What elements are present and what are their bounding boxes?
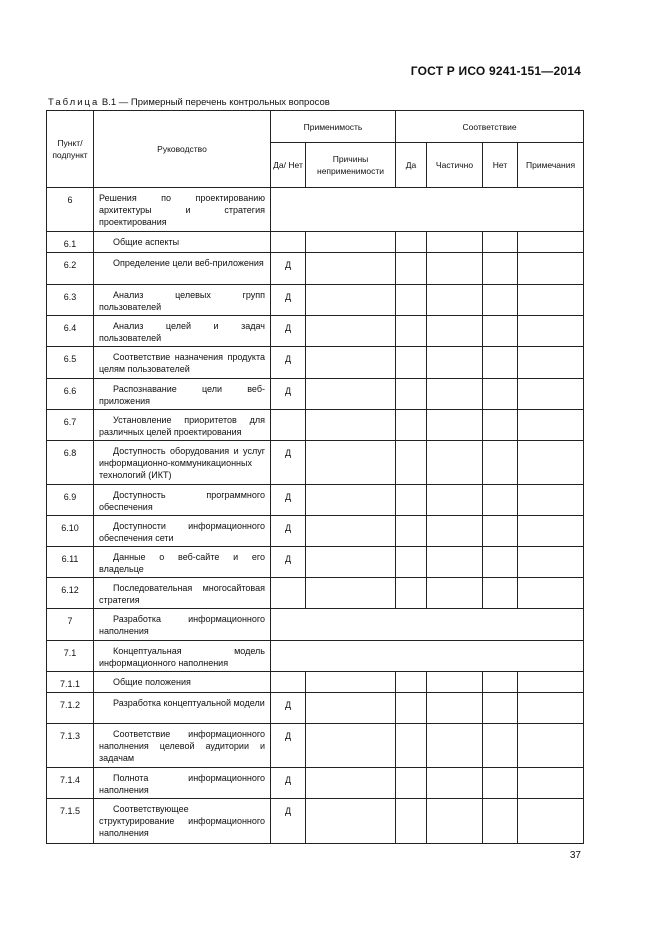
row-notes <box>518 578 584 609</box>
row-partial <box>427 485 483 516</box>
row-no <box>483 693 518 724</box>
row-guidance-text: Доступность программного обеспечения <box>99 490 265 512</box>
row-yes <box>396 316 427 347</box>
header-partial: Частично <box>427 143 483 188</box>
row-guidance-text: Полнота информационного наполнения <box>99 773 265 795</box>
row-no <box>483 410 518 441</box>
row-yes-no: Д <box>271 693 306 724</box>
row-yes-no: Д <box>271 724 306 768</box>
row-reasons <box>306 232 396 253</box>
row-guidance-text: Общие аспекты <box>113 237 180 247</box>
row-guidance-text: Последовательная многосайтовая стратегия <box>99 583 265 605</box>
row-reasons <box>306 441 396 485</box>
row-no <box>483 672 518 693</box>
row-number: 6.6 <box>47 379 94 410</box>
header-item-number: Пункт/ подпункт <box>47 111 94 188</box>
row-notes <box>518 253 584 285</box>
row-yes-no <box>271 672 306 693</box>
row-guidance-text: Установление приоритетов для различных целей проектирования <box>99 415 265 437</box>
table-row <box>47 693 584 724</box>
row-guidance-text: Решения по проектированию архитектуры и стратегия проектирования <box>99 193 265 227</box>
row-yes-no: Д <box>271 285 306 316</box>
header-no: Нет <box>483 143 518 188</box>
row-partial <box>427 516 483 547</box>
row-number: 7.1.1 <box>47 672 94 693</box>
row-guidance-text: Соответствующее структурирование информационного наполнения <box>99 804 265 838</box>
table-row <box>47 768 584 799</box>
row-guidance <box>94 609 271 641</box>
table-caption-text: В.1 — Примерный перечень контрольных вопросов <box>99 97 330 108</box>
row-yes <box>396 347 427 379</box>
checklist-table <box>46 110 584 844</box>
row-partial <box>427 441 483 485</box>
row-no <box>483 516 518 547</box>
row-notes <box>518 672 584 693</box>
row-guidance <box>94 253 271 285</box>
row-partial <box>427 578 483 609</box>
row-reasons <box>306 578 396 609</box>
row-notes <box>518 232 584 253</box>
row-guidance-text: Анализ целевых групп пользователей <box>99 290 265 312</box>
row-reasons <box>306 516 396 547</box>
row-guidance-text: Распознавание цели веб-приложения <box>99 384 265 406</box>
row-no <box>483 285 518 316</box>
row-guidance <box>94 285 271 316</box>
row-guidance <box>94 347 271 379</box>
row-reasons <box>306 253 396 285</box>
row-partial <box>427 316 483 347</box>
table-row <box>47 232 584 253</box>
row-reasons <box>306 316 396 347</box>
row-yes-no: Д <box>271 316 306 347</box>
table-row <box>47 316 584 347</box>
row-no <box>483 799 518 844</box>
row-number: 6.5 <box>47 347 94 379</box>
row-partial <box>427 347 483 379</box>
row-partial <box>427 724 483 768</box>
row-no <box>483 768 518 799</box>
row-number: 7.1.2 <box>47 693 94 724</box>
row-yes-no: Д <box>271 485 306 516</box>
row-no <box>483 253 518 285</box>
row-yes-no: Д <box>271 253 306 285</box>
table-row <box>47 441 584 485</box>
row-number: 6.2 <box>47 253 94 285</box>
row-no <box>483 379 518 410</box>
row-notes <box>518 379 584 410</box>
row-reasons <box>306 285 396 316</box>
row-guidance-text: Определение цели веб-приложения <box>113 258 264 268</box>
row-yes-no: Д <box>271 441 306 485</box>
row-partial <box>427 379 483 410</box>
row-notes <box>518 285 584 316</box>
row-yes <box>396 516 427 547</box>
row-guidance-text: Разработка концептуальной модели <box>113 698 265 708</box>
row-yes <box>396 441 427 485</box>
row-notes <box>518 516 584 547</box>
row-partial <box>427 693 483 724</box>
row-reasons <box>306 547 396 578</box>
header-applicability: Применимость <box>271 111 396 143</box>
table-row <box>47 578 584 609</box>
row-notes <box>518 768 584 799</box>
row-notes <box>518 347 584 379</box>
row-number: 6.11 <box>47 547 94 578</box>
row-reasons <box>306 347 396 379</box>
header-yes-no: Да/ Нет <box>271 143 306 188</box>
document-id: ГОСТ Р ИСО 9241-151—2014 <box>410 64 581 78</box>
row-no <box>483 547 518 578</box>
row-number: 6.1 <box>47 232 94 253</box>
table-row <box>47 485 584 516</box>
row-number: 6.7 <box>47 410 94 441</box>
row-number: 6.9 <box>47 485 94 516</box>
row-no <box>483 724 518 768</box>
row-partial <box>427 547 483 578</box>
row-guidance <box>94 693 271 724</box>
row-yes-no: Д <box>271 379 306 410</box>
header-conformance: Соответствие <box>396 111 584 143</box>
row-reasons <box>306 410 396 441</box>
header-guidance: Руководство <box>94 111 271 188</box>
table-row <box>47 724 584 768</box>
row-partial <box>427 768 483 799</box>
row-merged-cell <box>271 641 584 672</box>
table-caption-prefix: Таблица <box>48 97 100 108</box>
row-notes <box>518 799 584 844</box>
row-yes <box>396 799 427 844</box>
row-partial <box>427 672 483 693</box>
row-guidance <box>94 578 271 609</box>
table-row <box>47 516 584 547</box>
row-reasons <box>306 768 396 799</box>
row-no <box>483 485 518 516</box>
row-guidance <box>94 641 271 672</box>
row-no <box>483 232 518 253</box>
table-row <box>47 672 584 693</box>
row-number: 7.1.4 <box>47 768 94 799</box>
row-yes-no: Д <box>271 547 306 578</box>
header-reasons: Причины неприменимости <box>306 143 396 188</box>
row-yes <box>396 285 427 316</box>
row-yes <box>396 379 427 410</box>
row-guidance <box>94 485 271 516</box>
row-no <box>483 316 518 347</box>
row-notes <box>518 441 584 485</box>
row-reasons <box>306 485 396 516</box>
row-yes <box>396 578 427 609</box>
row-notes <box>518 485 584 516</box>
row-reasons <box>306 724 396 768</box>
row-yes-no <box>271 410 306 441</box>
row-notes <box>518 316 584 347</box>
row-partial <box>427 253 483 285</box>
row-yes <box>396 232 427 253</box>
row-yes <box>396 724 427 768</box>
row-guidance <box>94 232 271 253</box>
row-guidance <box>94 724 271 768</box>
row-number: 6.10 <box>47 516 94 547</box>
table-row <box>47 379 584 410</box>
row-yes <box>396 768 427 799</box>
row-yes-no: Д <box>271 516 306 547</box>
row-partial <box>427 285 483 316</box>
row-notes <box>518 693 584 724</box>
row-partial <box>427 410 483 441</box>
row-yes <box>396 672 427 693</box>
row-guidance <box>94 441 271 485</box>
row-number: 6 <box>47 188 94 232</box>
row-guidance-text: Данные о веб-сайте и его владельце <box>99 552 265 574</box>
table-row <box>47 410 584 441</box>
row-yes <box>396 410 427 441</box>
row-yes <box>396 547 427 578</box>
table-row <box>47 547 584 578</box>
table-row <box>47 188 584 232</box>
row-merged-cell <box>271 188 584 232</box>
header-notes: Примечания <box>518 143 584 188</box>
row-merged-cell <box>271 609 584 641</box>
row-reasons <box>306 693 396 724</box>
table-row <box>47 609 584 641</box>
row-reasons <box>306 379 396 410</box>
table-row <box>47 285 584 316</box>
row-reasons <box>306 799 396 844</box>
row-guidance-text: Концептуальная модель информационного наполнения <box>99 646 265 668</box>
row-yes-no <box>271 232 306 253</box>
row-no <box>483 578 518 609</box>
row-guidance-text: Доступности информационного обеспечения сети <box>99 521 265 543</box>
row-guidance <box>94 799 271 844</box>
row-guidance <box>94 516 271 547</box>
page-number: 37 <box>569 850 581 861</box>
row-number: 6.12 <box>47 578 94 609</box>
row-guidance-text: Соответствие информационного наполнения целевой аудитории и задачам <box>99 729 265 763</box>
table-row <box>47 253 584 285</box>
row-guidance <box>94 316 271 347</box>
row-guidance-text: Анализ целей и задач пользователей <box>99 321 265 343</box>
row-no <box>483 347 518 379</box>
row-notes <box>518 724 584 768</box>
row-yes <box>396 693 427 724</box>
row-yes-no: Д <box>271 347 306 379</box>
row-reasons <box>306 672 396 693</box>
header-yes: Да <box>396 143 427 188</box>
row-partial <box>427 232 483 253</box>
row-notes <box>518 547 584 578</box>
row-number: 6.4 <box>47 316 94 347</box>
row-guidance-text: Общие положения <box>113 677 191 687</box>
row-yes-no <box>271 578 306 609</box>
table-row <box>47 347 584 379</box>
row-number: 6.3 <box>47 285 94 316</box>
table-caption <box>48 97 330 108</box>
table-row <box>47 799 584 844</box>
row-yes <box>396 485 427 516</box>
row-number: 6.8 <box>47 441 94 485</box>
row-partial <box>427 799 483 844</box>
row-no <box>483 441 518 485</box>
row-notes <box>518 410 584 441</box>
row-guidance-text: Соответствие назначения продукта целям пользователей <box>99 352 265 374</box>
table-row <box>47 641 584 672</box>
row-guidance <box>94 768 271 799</box>
row-yes-no: Д <box>271 799 306 844</box>
row-guidance <box>94 188 271 232</box>
row-guidance <box>94 547 271 578</box>
row-guidance-text: Доступность оборудования и услуг информационно-коммуникационных технологий (ИКТ) <box>99 446 265 480</box>
row-number: 7.1.5 <box>47 799 94 844</box>
row-number: 7.1.3 <box>47 724 94 768</box>
row-yes-no: Д <box>271 768 306 799</box>
row-guidance-text: Разработка информационного наполнения <box>99 614 265 636</box>
row-guidance <box>94 410 271 441</box>
row-number: 7.1 <box>47 641 94 672</box>
row-guidance <box>94 379 271 410</box>
row-number: 7 <box>47 609 94 641</box>
row-guidance <box>94 672 271 693</box>
row-yes <box>396 253 427 285</box>
